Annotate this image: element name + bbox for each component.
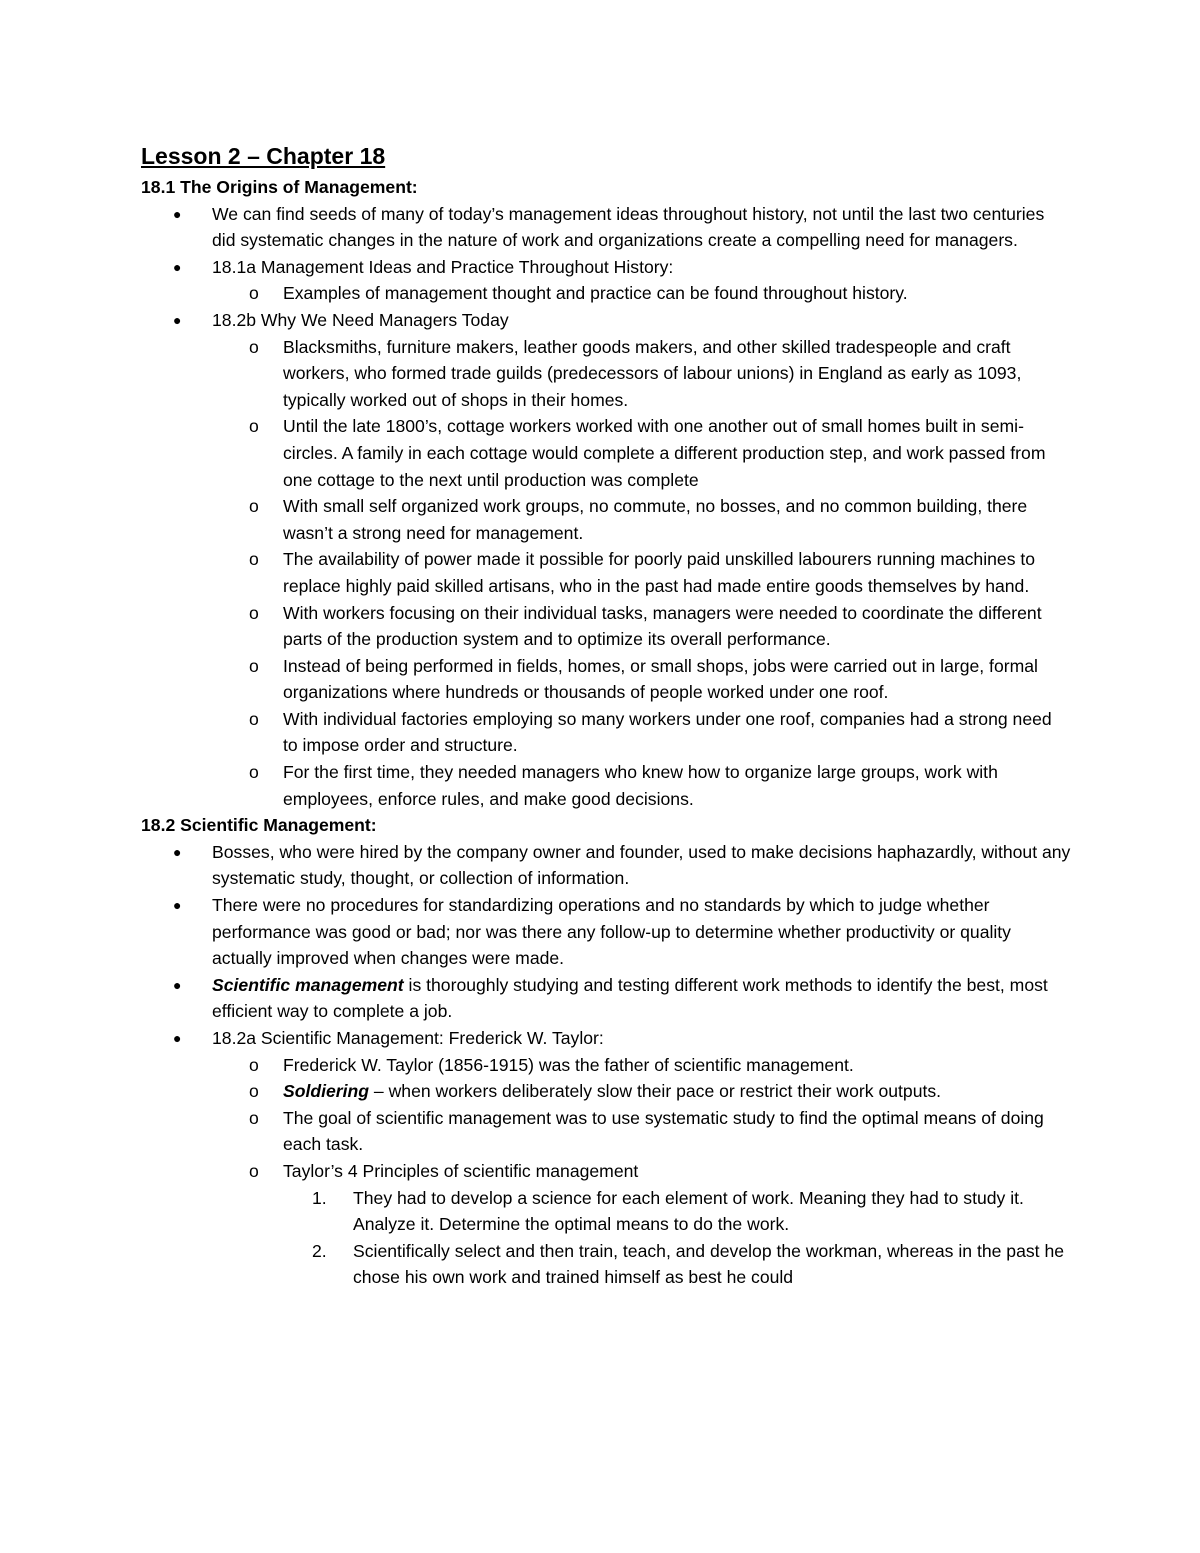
sub-list-item-text: For the first time, they needed managers who knew how to organize large groups, work with employees, enforce rules, and make good decisions. [283, 762, 998, 809]
list-item-text: Bosses, who were hired by the company owner and founder, used to make decisions haphazardly, without any systematic study, thought, or collection of information. [212, 841, 1071, 889]
list-item [141, 972, 1071, 1025]
defined-term: Scientific management [212, 974, 404, 995]
bullet-icon: ● [173, 1030, 182, 1046]
circle-bullet-icon: o [249, 762, 259, 783]
numbered-item [141, 1185, 1071, 1238]
sub-list-item [141, 1052, 1071, 1079]
bullet-icon: ● [173, 258, 182, 275]
circle-bullet-icon: o [249, 1107, 259, 1128]
list-item [141, 307, 1071, 334]
bullet-icon: ● [173, 843, 182, 860]
document-title: Lesson 2 – Chapter 18 [141, 143, 386, 169]
sub-list-item [141, 546, 1071, 599]
list-number: 1. [312, 1187, 327, 1208]
section-heading: 18.1 The Origins of Management: [141, 177, 418, 197]
circle-bullet-icon: o [249, 336, 259, 357]
list-item-text: 18.2a Scientific Management: Frederick W. Taylor: [212, 1028, 604, 1048]
numbered-item [141, 1238, 1071, 1291]
section-heading: 18.2 Scientific Management: [141, 815, 377, 836]
circle-bullet-icon: o [249, 1081, 259, 1102]
sub-list-item [141, 653, 1071, 706]
sub-list-item-text: Taylor’s 4 Principles of scientific management [283, 1160, 639, 1181]
sub-list-item [141, 1158, 1071, 1185]
list-item-text: There were no procedures for standardizing operations and no standards by which to judge whether performance was good or bad; nor was there any follow-up to determine whether productivity or quality actually improved when changes were made. [212, 895, 1011, 969]
sub-list-item [141, 493, 1071, 546]
sub-list-item [141, 334, 1071, 414]
list-item [141, 839, 1071, 892]
numbered-item-text: Scientifically select and then train, teach, and develop the workman, whereas in the past he chose his own work and trained himself as best he could [353, 1240, 1065, 1288]
sub-list-item-text: The availability of power made it possible for poorly paid unskilled labourers running machines to replace highly paid skilled artisans, who in the past had made entire goods themselves by hand. [283, 549, 1036, 596]
sub-list-item-text: With individual factories employing so many workers under one roof, companies had a strong need to impose order and structure. [283, 708, 1052, 756]
list-item [141, 201, 1071, 254]
circle-bullet-icon: o [249, 602, 259, 623]
bullet-icon: ● [173, 311, 182, 328]
circle-bullet-icon: o [249, 416, 259, 437]
list-item [141, 892, 1071, 972]
sub-list-item [141, 280, 1071, 307]
circle-bullet-icon: o [249, 283, 259, 304]
definition-text: is thoroughly studying and testing different work methods to identify the best, most efficient way to complete a job. [212, 974, 1048, 1022]
definition-text: – when workers deliberately slow their pace or restrict their work outputs. [369, 1081, 942, 1102]
document-body [141, 141, 1071, 1291]
sub-list-item-text: The goal of scientific management was to use systematic study to find the optimal means of doing each task. [283, 1107, 1044, 1155]
list-number: 2. [312, 1240, 327, 1261]
list-item-text: 18.2b Why We Need Managers Today [212, 309, 509, 330]
sub-list-item-text: Instead of being performed in fields, homes, or small shops, jobs were carried out in large, formal organizations where hundreds or thousands of people worked under one roof. [283, 655, 1038, 703]
circle-bullet-icon: o [249, 549, 259, 570]
circle-bullet-icon: o [249, 496, 259, 517]
sub-list-item-text: With workers focusing on their individual tasks, managers were needed to coordinate the different parts of the production system and to optimize its overall performance. [283, 602, 1042, 650]
sub-list-item [141, 1078, 1071, 1105]
sub-list-item-text: Blacksmiths, furniture makers, leather goods makers, and other skilled tradespeople and craft workers, who formed trade guilds (predecessors of labour unions) in England as early as 1093, typically worked out of shops in their homes. [283, 336, 1022, 410]
sub-list-item [141, 706, 1071, 759]
sub-list-item [141, 600, 1071, 653]
circle-bullet-icon: o [249, 655, 259, 676]
bullet-icon: ● [173, 976, 182, 993]
list-item-text: 18.1a Management Ideas and Practice Throughout History: [212, 256, 674, 277]
bullet-icon: ● [173, 205, 182, 222]
circle-bullet-icon: o [249, 708, 259, 729]
defined-term: Soldiering [283, 1081, 370, 1102]
sub-list-item-text: Frederick W. Taylor (1856-1915) was the father of scientific management. [283, 1054, 854, 1075]
sub-list-item [141, 1105, 1071, 1158]
bullet-icon: ● [173, 897, 182, 914]
sub-list-item [141, 413, 1071, 493]
circle-bullet-icon: o [249, 1054, 259, 1075]
numbered-item-text: They had to develop a science for each element of work. Meaning they had to study it. Analyze it. Determine the optimal means to do the work. [353, 1187, 1024, 1235]
circle-bullet-icon: o [249, 1160, 259, 1181]
list-item-text: We can find seeds of many of today’s management ideas throughout history, not until the last two centuries did systematic changes in the nature of work and organizations create a compelling need for managers. [212, 203, 1045, 251]
list-item [141, 1025, 1071, 1052]
sub-list-item-text: With small self organized work groups, no commute, no bosses, and no common building, there wasn’t a strong need for management. [283, 496, 1028, 543]
sub-list-item-text: Until the late 1800’s, cottage workers worked with one another out of small homes built in semi-circles. A family in each cottage would complete a different production step, and work passed from one cottage to the next until production was complete [283, 416, 1046, 490]
sub-list-item [141, 759, 1071, 812]
sub-list-item-text: Examples of management thought and practice can be found throughout history. [283, 283, 908, 304]
list-item [141, 254, 1071, 281]
